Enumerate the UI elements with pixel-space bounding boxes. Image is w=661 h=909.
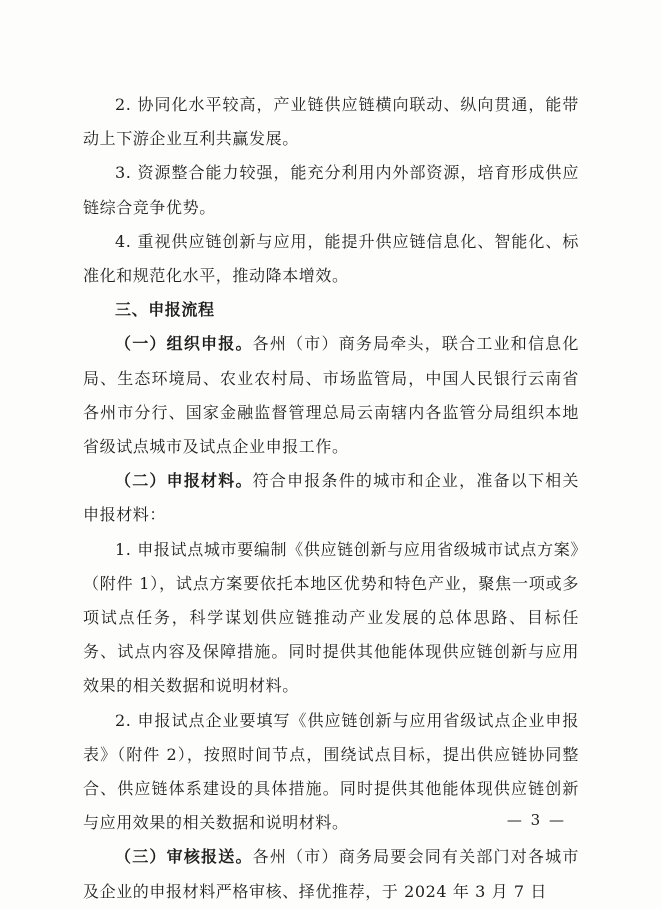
paragraph-criteria-3: 3. 资源整合能力较强，能充分利用内外部资源，培育形成供应链综合竞争优势。 — [83, 163, 579, 217]
item-body: 符合申报条件的城市和企业，准备以下相关申报材料： — [83, 471, 579, 525]
page-number: — 3 — — [506, 811, 566, 829]
item-organize-application — [83, 327, 579, 464]
item-review-submit — [83, 840, 579, 908]
item-body: 各州（市）商务局牵头，联合工业和信息化局、生态环境局、农业农村局、市场监管局，中国人民银行云南省各州市分行、国家金融监督管理总局云南辖内各监管分局组织本地省级试点城市及试点企业申报工作。 — [83, 334, 579, 457]
paragraph-criteria-4: 4. 重视供应链创新与应用，能提升供应链信息化、智能化、标准化和规范化水平，推动降本增效。 — [83, 231, 579, 286]
section-heading: 三、申报流程 — [115, 300, 215, 320]
item-title: （三）审核报送。 — [115, 847, 253, 867]
paragraph-city-materials: 1. 申报试点城市要编制《供应链创新与应用省级城市试点方案》（附件 1），试点方案要依托本地区优势和特色产业，聚焦一项或多项试点任务，科学谋划供应链推动产业发展的总体思路、目标任务、试点内容及保障措施。同时提供其他能体现供应链创新与应用效果的相关数据和说明材料。 — [83, 539, 579, 696]
item-title: （一）组织申报。 — [115, 334, 253, 354]
item-application-materials — [83, 464, 579, 532]
paragraph-criteria-2: 2. 协同化水平较高，产业链供应链横向联动、纵向贯通，能带动上下游企业互利共赢发展。 — [83, 95, 579, 149]
paragraph-enterprise-materials: 2. 申报试点企业要填写《供应链创新与应用省级试点企业申报表》（附件 2），按照时间节点，围绕试点目标，提出供应链协同整合、供应链体系建设的具体措施。同时提供其他能体现供应链创新与应用效果的相关数据和说明材料。 — [83, 710, 579, 833]
document-body — [83, 88, 579, 909]
item-title: （二）申报材料。 — [115, 471, 253, 491]
item-body: 各州（市）商务局要会同有关部门对各城市及企业的申报材料严格审核、择优推荐，于 2024 年 3 月 7 日 — [83, 847, 579, 901]
